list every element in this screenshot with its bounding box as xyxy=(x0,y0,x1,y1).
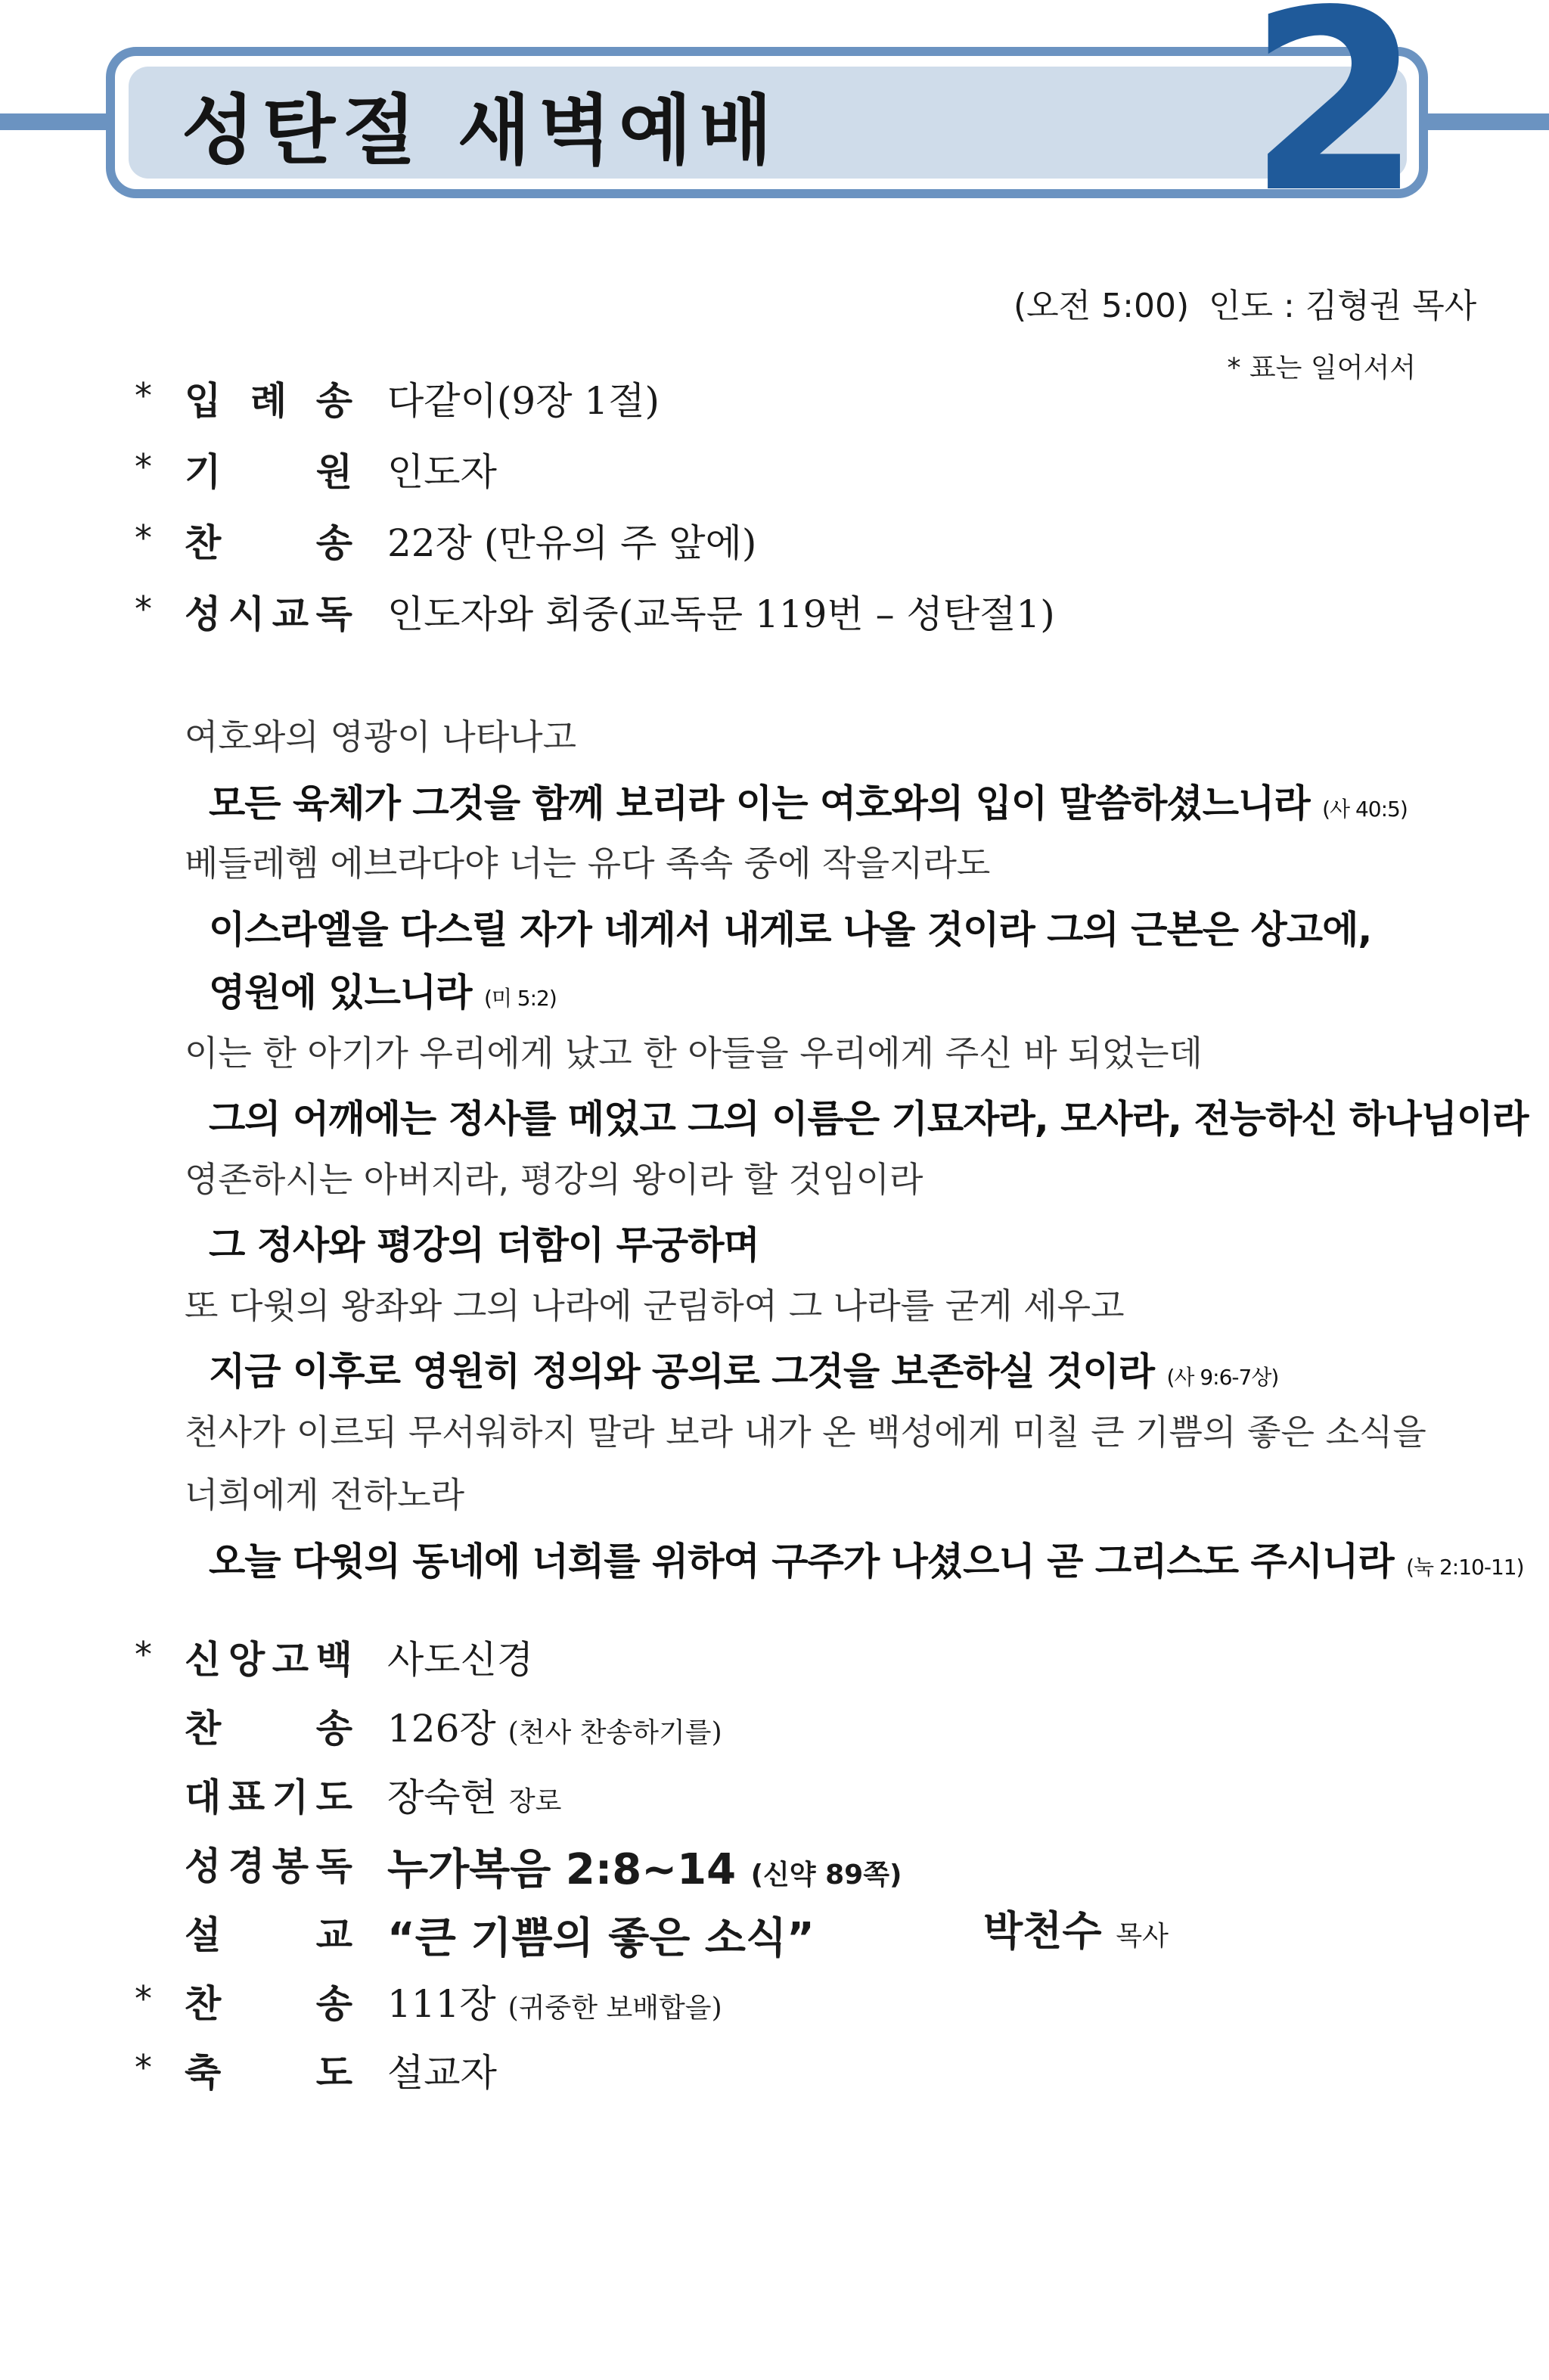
page-title: 성탄절 새벽예배 xyxy=(182,86,781,175)
order-value-text: 인도자와 회중(교독문 119번 – 성탄절1) xyxy=(387,592,1055,636)
reading-people-line xyxy=(209,1341,1278,1396)
reading-leader-line xyxy=(185,710,576,760)
standing-marker: * xyxy=(135,375,152,416)
order-label: 입 례 송 xyxy=(185,379,352,423)
order-value xyxy=(387,513,756,567)
order-value-text: 22장 (만유의 주 앞에) xyxy=(387,521,757,565)
order-value-note: (신약 89쪽) xyxy=(750,1860,902,1891)
order-value-text: 설교자 xyxy=(387,2051,497,2095)
reading-text: 이스라엘을 다스릴 자가 네게서 내게로 나올 것이라 그의 근본은 상고에, xyxy=(209,907,1372,952)
order-value xyxy=(387,1630,533,1684)
preacher-title: 목사 xyxy=(1116,1921,1169,1952)
order-value-text: 111장 xyxy=(387,1982,496,2026)
section-number: 2 xyxy=(1248,0,1422,247)
preacher-name: 박천수 xyxy=(983,1907,1102,1955)
reading-text: 너희에게 전하노라 xyxy=(185,1474,465,1515)
reading-text: 영존하시는 아버지라, 평강의 왕이라 할 것임이라 xyxy=(185,1158,924,1200)
scripture-reference: (미 5:2) xyxy=(483,986,557,1011)
reading-leader-line xyxy=(185,836,990,886)
order-value-note: (천사 찬송하기를) xyxy=(508,1717,722,1748)
order-label: 기 원 xyxy=(185,450,352,494)
reading-text: 영원에 있느니라 xyxy=(209,971,472,1014)
order-label: 대 표 기 도 xyxy=(185,1776,352,1819)
reading-text: 천사가 이르되 무서워하지 말라 보라 내가 온 백성에게 미칠 큰 기쁨의 좋은 소식을 xyxy=(185,1411,1426,1453)
preacher xyxy=(983,1899,1169,1957)
reading-text: 그 정사와 평강의 더함이 무궁하며 xyxy=(209,1223,759,1267)
order-value xyxy=(387,1836,902,1897)
reading-text: 오늘 다윗의 동네에 너희를 위하여 구주가 나셨으니 곧 그리스도 주시니라 xyxy=(209,1539,1394,1583)
reading-people-line xyxy=(209,899,1371,954)
order-label: 성 시 교 독 xyxy=(185,592,352,636)
reading-text: 이는 한 아기가 우리에게 났고 한 아들을 우리에게 주신 바 되었는데 xyxy=(185,1032,1203,1073)
order-value-text: 누가복음 2:8~14 xyxy=(387,1845,737,1894)
standing-note: * 표는 일어서서 xyxy=(1227,353,1416,384)
reading-text: 또 다윗의 왕좌와 그의 나라에 군림하여 그 나라를 굳게 세우고 xyxy=(185,1285,1125,1326)
reading-leader-line xyxy=(185,1279,1125,1328)
order-label: 찬 송 xyxy=(185,1982,352,2026)
reading-text: 여호와의 영광이 나타나고 xyxy=(185,716,577,757)
reading-people-line xyxy=(209,773,1408,828)
reading-leader-line xyxy=(185,1026,1203,1076)
reading-text: 그의 어깨에는 정사를 메었고 그의 이름은 기묘자라, 모사라, 전능하신 하나님이라 xyxy=(209,1097,1529,1141)
standing-marker: * xyxy=(135,517,152,558)
order-value xyxy=(387,442,497,496)
order-value xyxy=(387,1698,722,1753)
order-label: 찬 송 xyxy=(185,1707,352,1751)
reading-people-line xyxy=(209,1089,1529,1143)
reading-people-line xyxy=(209,1531,1524,1586)
scripture-reference: (사 40:5) xyxy=(1322,796,1408,822)
standing-marker: * xyxy=(135,2047,152,2088)
order-label: 성 경 봉 독 xyxy=(185,1844,352,1888)
order-value-text: 126장 xyxy=(387,1707,496,1751)
reading-text: 모든 육체가 그것을 함께 보리라 이는 여호와의 입이 말씀하셨느니라 xyxy=(209,781,1310,825)
order-value xyxy=(387,1767,561,1822)
service-leader: 인도 : 김형권 목사 xyxy=(1209,287,1477,325)
order-value xyxy=(387,584,1055,638)
standing-marker: * xyxy=(135,589,152,629)
order-label: 축 도 xyxy=(185,2051,352,2095)
scripture-reference: (눅 2:10-11) xyxy=(1406,1554,1524,1580)
standing-marker: * xyxy=(135,446,152,487)
order-value-text: 사도신경 xyxy=(387,1638,534,1682)
reading-leader-line xyxy=(185,1468,464,1518)
order-value-text: 인도자 xyxy=(387,450,497,494)
order-value xyxy=(387,2043,497,2097)
order-value xyxy=(387,371,660,425)
order-value-note: 장로 xyxy=(508,1786,562,1817)
order-label: 찬 송 xyxy=(185,521,352,565)
reading-people-line xyxy=(209,962,557,1017)
reading-text: 베들레헴 에브라다야 너는 유다 족속 중에 작을지라도 xyxy=(185,843,991,884)
scripture-reference: (사 9:6-7상) xyxy=(1166,1365,1279,1390)
order-label: 신 앙 고 백 xyxy=(185,1638,352,1682)
reading-leader-line xyxy=(185,1405,1426,1455)
order-value-text: 다같이(9장 1절) xyxy=(387,379,660,423)
standing-marker: * xyxy=(135,1634,152,1675)
order-value xyxy=(387,1905,815,1965)
reading-leader-line xyxy=(185,1152,923,1202)
order-value xyxy=(387,1974,722,2028)
standing-marker: * xyxy=(135,1978,152,2019)
service-time: (오전 5:00) xyxy=(1014,287,1190,325)
reading-text: 지금 이후로 영원히 정의와 공의로 그것을 보존하실 것이라 xyxy=(209,1350,1155,1394)
order-label: 설 교 xyxy=(185,1913,352,1957)
order-value-text: “큰 기쁨의 좋은 소식” xyxy=(387,1914,815,1963)
order-value-text: 장숙현 xyxy=(387,1776,497,1819)
order-value-note: (귀중한 보배합을) xyxy=(508,1993,722,2024)
reading-people-line xyxy=(209,1215,759,1269)
